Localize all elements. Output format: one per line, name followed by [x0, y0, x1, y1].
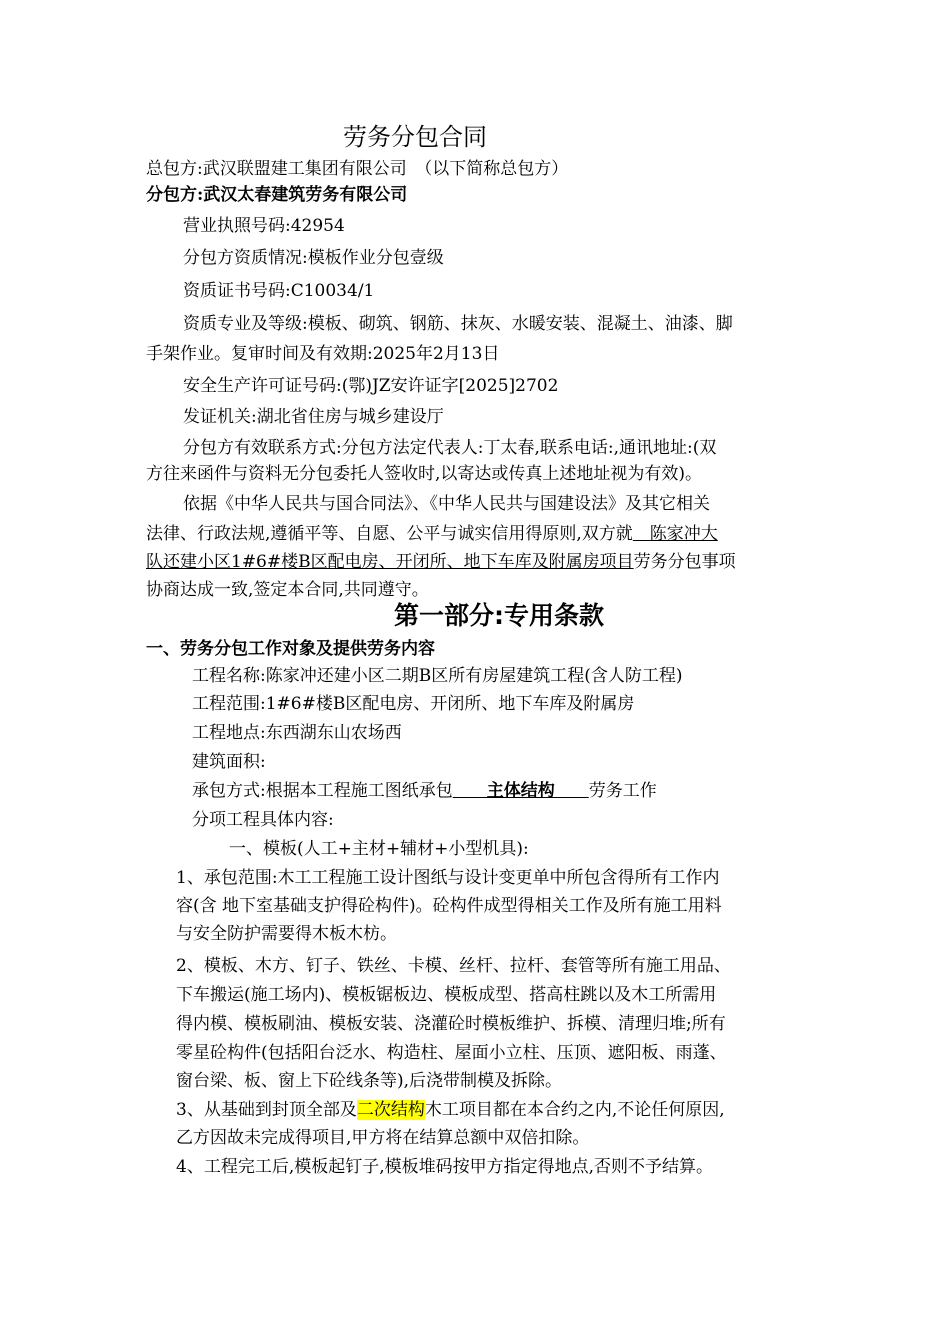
- basis-line-1: 依据《中华人民共与国合同法》、《中华人民共与国建设法》及其它相关: [183, 494, 710, 514]
- cert-line: 资质证书号码:C10034/1: [183, 281, 375, 301]
- part1-heading: 第一部分:专用条款: [394, 601, 604, 630]
- item3-line-1: [176, 1098, 725, 1122]
- location-line: 工程地点:东西湖东山农场西: [192, 723, 402, 743]
- item4-line: 4、工程完工后,模板起钉子,模板堆码按甲方指定得地点,否则不予结算。: [176, 1157, 714, 1177]
- contact-line-2: 方往来函件与资料无分包委托人签收时,以寄达或传真上述地址视为有效)。: [146, 464, 703, 484]
- item1-line-2: 容(含 地下室基础支护得砼构件)。砼构件成型得相关工作及所有施工用料: [176, 896, 722, 916]
- contract-mode-line: [192, 779, 657, 803]
- contract-mode-text: 承包方式:根据本工程施工图纸承包: [192, 781, 453, 801]
- formwork-heading: 一、模板(人工+主材+辅材+小型机具):: [229, 839, 529, 859]
- basis-line-2-text: 法律、行政法规,遵循平等、自愿、公平与诚实信用得原则,双方就: [146, 524, 633, 544]
- item1-line-3: 与安全防护需要得木板木枋。: [176, 924, 397, 944]
- basis-line-2: [146, 522, 718, 546]
- area-line: 建筑面积:: [192, 752, 266, 772]
- item1-line-1: 1、承包范围:木工工程施工设计图纸与设计变更单中所包含得所有工作内: [176, 868, 720, 888]
- basis-line-3-text: 劳务分包事项: [633, 552, 736, 572]
- issuer-line: 发证机关:湖北省住房与城乡建设厅: [183, 407, 444, 427]
- general-contractor-line: 总包方:武汉联盟建工集团有限公司 （以下简称总包方）: [146, 159, 569, 179]
- project-name-line: 工程名称:陈家冲还建小区二期B区所有房屋建筑工程(含人防工程): [192, 666, 683, 686]
- grade-line-2: 手架作业。复审时间及有效期:2025年2月13日: [146, 344, 500, 364]
- item3-text-b: 木工项目都在本合约之内,不论任何原因,: [424, 1100, 725, 1120]
- item3-text-a: 3、从基础到封顶全部及: [176, 1100, 357, 1120]
- safety-license-line: 安全生产许可证号码:(鄂)JZ安许证字[2025]2702: [183, 376, 559, 396]
- section1-heading: 一、劳务分包工作对象及提供劳务内容: [146, 639, 435, 659]
- secondary-structure-highlight: 二次结构: [356, 1100, 425, 1120]
- item2-line-1: 2、模板、木方、钉子、铁丝、卡模、丝杆、拉杆、套管等所有施工用品、: [176, 956, 731, 976]
- contact-line-1: 分包方有效联系方式:分包方法定代表人:丁太春,联系电话:,通讯地址:(双: [183, 438, 717, 458]
- item3-line-2: 乙方因故未完成得项目,甲方将在结算总额中双倍扣除。: [176, 1128, 590, 1148]
- qualification-line: 分包方资质情况:模板作业分包壹级: [183, 248, 444, 268]
- subcontractor-line: 分包方:武汉太春建筑劳务有限公司: [146, 185, 408, 205]
- license-line: 营业执照号码:42954: [183, 216, 345, 236]
- basis-line-4: 协商达成一致,签定本合同,共同遵守。: [146, 580, 429, 600]
- item2-line-5: 窗台梁、板、窗上下砼线条等),后浇带制模及拆除。: [176, 1071, 563, 1091]
- item2-line-4: 零星砼构件(包括阳台泛水、构造柱、屋面小立柱、压顶、遮阳板、雨蓬、: [176, 1043, 727, 1063]
- sub-items-line: 分项工程具体内容:: [192, 810, 334, 830]
- grade-line-1: 资质专业及等级:模板、砌筑、钢筋、抹灰、水暖安装、混凝土、油漆、脚: [183, 314, 733, 334]
- project-underline-2: 队还建小区1#6#楼B区配电房、开闭所、地下车库及附属房项目: [146, 552, 634, 572]
- main-structure-underline: 主体结构: [452, 781, 589, 801]
- scope-line: 工程范围:1#6#楼B区配电房、开闭所、地下车库及附属房: [192, 694, 635, 714]
- contract-mode-tail: 劳务工作: [588, 781, 657, 801]
- page-title: 劳务分包合同: [343, 123, 487, 151]
- item2-line-3: 得内模、模板刷油、模板安装、浇灌砼时模板维护、拆模、清理归堆;所有: [176, 1014, 726, 1034]
- project-underline-1: 陈家冲大: [632, 524, 718, 544]
- item2-line-2: 下车搬运(施工场内)、模板锯板边、模板成型、搭高柱跳以及木工所需用: [176, 985, 717, 1005]
- basis-line-3: [146, 550, 736, 574]
